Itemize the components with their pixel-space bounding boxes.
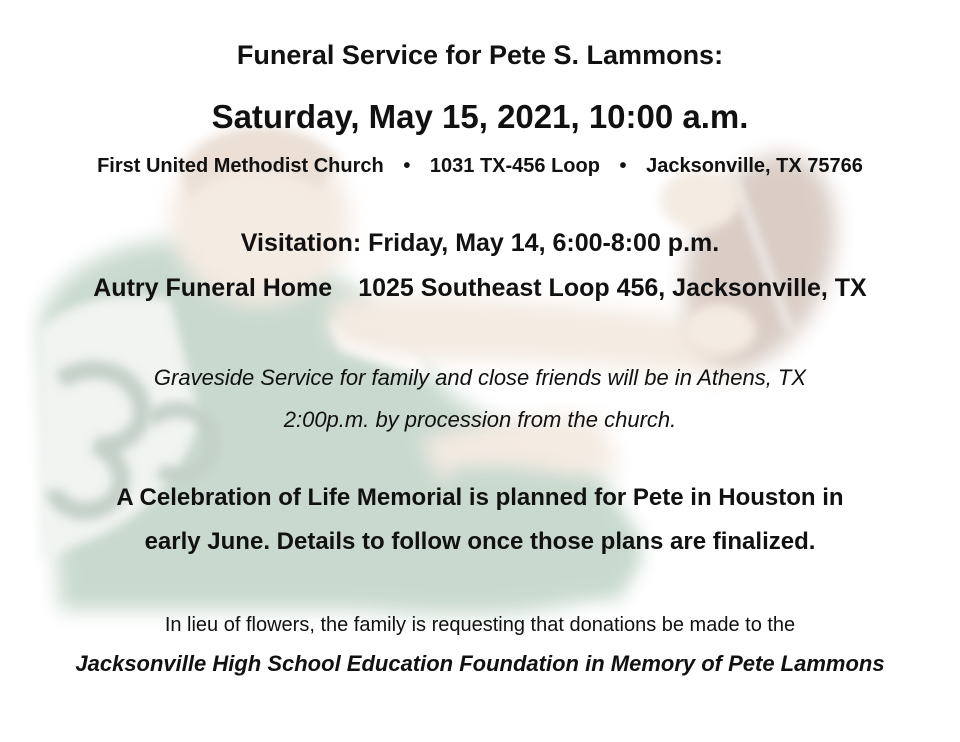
church-city: Jacksonville, TX 75766 [646, 155, 863, 177]
funeral-home-name: Autry Funeral Home [93, 274, 333, 302]
bullet-separator: • [403, 155, 411, 177]
bullet-separator: • [619, 155, 627, 177]
funeral-home-address: 1025 Southeast Loop 456, Jacksonville, TX [358, 274, 867, 302]
funeral-home-info [0, 274, 960, 303]
church-street: 1031 TX-456 Loop [429, 155, 600, 177]
church-name: First United Methodist Church [97, 155, 384, 177]
graveside-line-1: Graveside Service for family and close friends will be in Athens, TX [153, 365, 807, 390]
graveside-line-2: 2:00p.m. by procession from the church. [283, 407, 677, 432]
donations-request: In lieu of flowers, the family is requesting that donations be made to the [164, 614, 796, 636]
service-title: Funeral Service for Pete S. Lammons: [236, 40, 724, 70]
service-datetime: Saturday, May 15, 2021, 10:00 a.m. [211, 98, 749, 135]
celebration-line-2: early June. Details to follow once those plans are finalized. [144, 528, 816, 555]
visitation-info: Visitation: Friday, May 14, 6:00-8:00 p.m. [240, 229, 720, 257]
church-address [0, 155, 960, 178]
celebration-line-1: A Celebration of Life Memorial is planned for Pete in Houston in [116, 484, 844, 511]
donations-foundation: Jacksonville High School Education Foundation in Memory of Pete Lammons [75, 651, 885, 676]
